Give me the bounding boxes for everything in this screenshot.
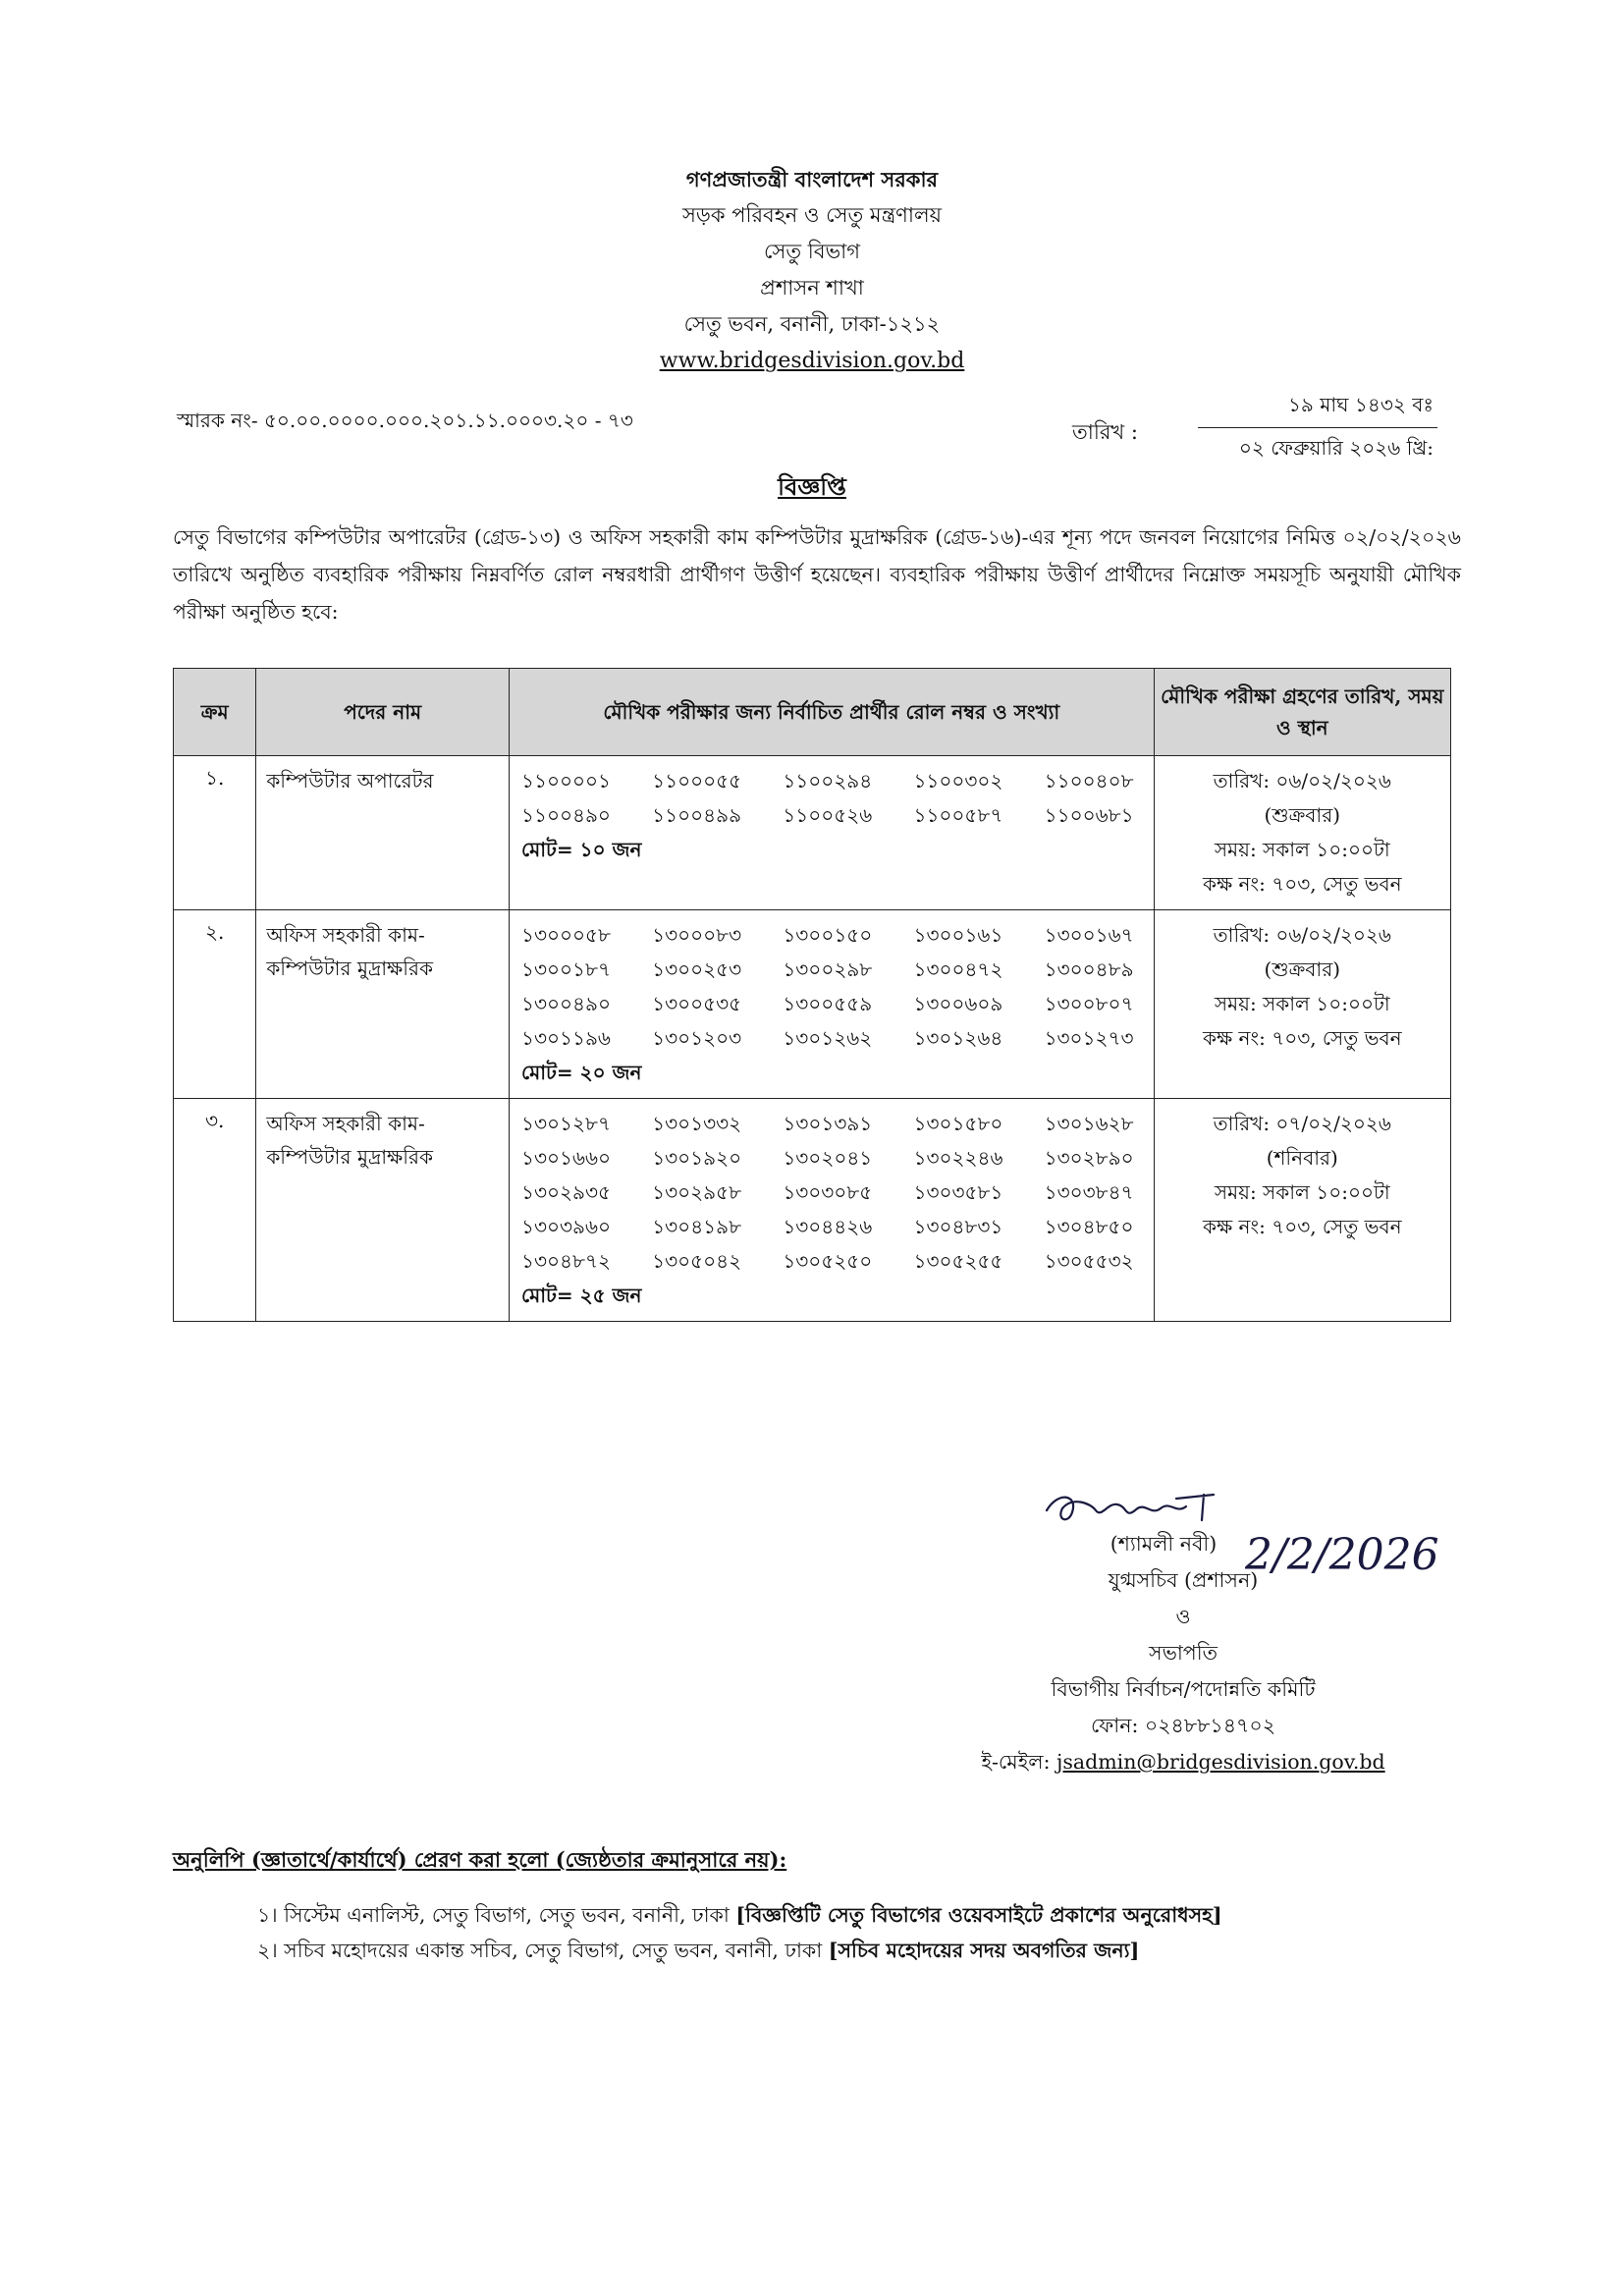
schedule-line: কক্ষ নং: ৭০৩, সেতু ভবন <box>1203 1026 1402 1050</box>
row-schedule <box>1154 1099 1450 1322</box>
row-total: মোট= ১০ জন <box>521 838 642 861</box>
row-roll-numbers <box>510 910 1155 1099</box>
roll-number: ১৩০০২৫৩ <box>652 957 742 981</box>
division-name: সেতু বিভাগ <box>763 240 861 263</box>
row-post-name: অফিস সহকারী কাম-কম্পিউটার মুদ্রাক্ষরিক <box>256 910 510 1099</box>
copy-item <box>257 1933 1222 1968</box>
signatory-name: (শ্যামলী নবী) <box>1110 1532 1218 1556</box>
roll-number-line <box>521 1244 1142 1279</box>
date-bangla: ১৯ মাঘ ১৪৩২ বঃ <box>1198 391 1437 428</box>
roll-number: ১৩০২৮৯০ <box>1044 1146 1134 1170</box>
roll-number-line <box>521 1175 1142 1210</box>
signatory-role: সভাপতি <box>1149 1641 1218 1665</box>
row-post-name: কম্পিউটার অপারেটর <box>256 756 510 910</box>
header-post: পদের নাম <box>256 669 510 756</box>
roll-number: ১৩০০৫৫৯ <box>783 992 873 1015</box>
table-row <box>174 910 1451 1099</box>
roll-number: ১৩০০৮০৭ <box>1044 992 1134 1015</box>
roll-number: ১৩০১৩৩২ <box>652 1112 742 1135</box>
roll-number: ১৩০০১৫০ <box>783 923 873 947</box>
roll-number-line <box>521 1210 1142 1244</box>
header-serial: ক্রম <box>174 669 256 756</box>
schedule-line: তারিখ: ০৬/০২/২০২৬ <box>1213 923 1391 947</box>
roll-number: ১৩০৪৮৭২ <box>521 1249 611 1273</box>
row-serial: ১. <box>174 756 256 910</box>
office-address: সেতু ভবন, বনানী, ঢাকা-১২১২ <box>683 312 941 336</box>
copy-item-text: ১। সিস্টেম এনালিস্ট, সেতু বিভাগ, সেতু ভবন, বনানী, ঢাকা <box>257 1903 730 1927</box>
row-schedule <box>1154 756 1450 910</box>
roll-number: ১৩০৫২৫০ <box>783 1249 873 1273</box>
notice-title <box>0 469 1624 509</box>
date-label: তারিখ : <box>1072 420 1138 444</box>
roll-number: ১৩০৪৪২৬ <box>783 1215 873 1238</box>
schedule-line: তারিখ: ০৭/০২/২০২৬ <box>1213 1112 1391 1135</box>
roll-number-line <box>521 798 1142 833</box>
roll-number: ১১০০৬৮১ <box>1044 803 1134 827</box>
roll-number: ১৩০১৬২৮ <box>1044 1112 1134 1135</box>
roll-number: ১৩০০৫৩৫ <box>652 992 742 1015</box>
copy-item <box>257 1897 1222 1933</box>
copy-list <box>257 1897 1222 1968</box>
roll-number-line <box>521 1021 1142 1056</box>
header-schedule: মৌখিক পরীক্ষা গ্রহণের তারিখ, সময় ও স্থান <box>1154 669 1450 756</box>
roll-number: ১১০০০০১ <box>521 769 611 793</box>
signatory-and: ও <box>1175 1605 1191 1628</box>
roll-number: ১৩০০১৬৭ <box>1044 923 1134 947</box>
roll-number: ১৩০১৫৮০ <box>913 1112 1003 1135</box>
roll-number: ১৩০১২৮৭ <box>521 1112 611 1135</box>
row-roll-numbers <box>510 1099 1155 1322</box>
row-roll-numbers <box>510 756 1155 910</box>
roll-number: ১১০০২৯৪ <box>783 769 873 793</box>
schedule-line: তারিখ: ০৬/০২/২০২৬ <box>1213 769 1391 793</box>
handwritten-date: 2/2/2026 <box>1245 1530 1439 1580</box>
roll-number: ১৩০০৪৯০ <box>521 992 611 1015</box>
schedule-line: (শুক্রবার) <box>1264 957 1341 981</box>
roll-number: ১৩০১৯২০ <box>652 1146 742 1170</box>
roll-number: ১৩০০০৮৩ <box>652 923 742 947</box>
email-label: ই-মেইল: <box>981 1750 1051 1774</box>
roll-number: ১১০০০৫৫ <box>652 769 742 793</box>
roll-number: ১৩০৩৯৬০ <box>521 1215 611 1238</box>
roll-number: ১৩০১৩৯১ <box>783 1112 873 1135</box>
roll-number: ১৩০২০৪১ <box>783 1146 873 1170</box>
candidate-table <box>173 668 1451 1322</box>
branch-name: প্রশাসন শাখা <box>760 276 864 300</box>
roll-number: ১৩০১১৯৬ <box>521 1026 611 1050</box>
schedule-line: সময়: সকাল ১০:০০টা <box>1214 992 1390 1015</box>
date-block <box>1198 391 1437 466</box>
roll-number-line <box>521 918 1142 953</box>
roll-number-line <box>521 1141 1142 1175</box>
table-header-row <box>174 669 1451 756</box>
row-schedule <box>1154 910 1450 1099</box>
row-serial: ৩. <box>174 1099 256 1322</box>
copy-title: অনুলিপি (জ্ঞাতার্থে/কার্যার্থে) প্রেরণ করা হলো (জ্যেষ্ঠতার ক্রমানুসারে নয়): <box>173 1847 787 1872</box>
roll-number: ১৩০৪১৯৮ <box>652 1215 742 1238</box>
table-row <box>174 1099 1451 1322</box>
roll-number: ১৩০১২০৩ <box>652 1026 742 1050</box>
row-post-name: অফিস সহকারী কাম-কম্পিউটার মুদ্রাক্ষরিক <box>256 1099 510 1322</box>
email-link[interactable]: jsadmin@bridgesdivision.gov.bd <box>1056 1750 1385 1774</box>
roll-number: ১৩০১২৭৩ <box>1044 1026 1134 1050</box>
schedule-line: সময়: সকাল ১০:০০টা <box>1214 838 1390 861</box>
header-rolls: মৌখিক পরীক্ষার জন্য নির্বাচিত প্রার্থীর রোল নম্বর ও সংখ্যা <box>510 669 1155 756</box>
row-total: মোট= ২৫ জন <box>521 1284 642 1307</box>
copy-item-note: [বিজ্ঞপ্তিটি সেতু বিভাগের ওয়েবসাইটে প্রকাশের অনুরোধসহ] <box>735 1903 1222 1927</box>
schedule-line: কক্ষ নং: ৭০৩, সেতু ভবন <box>1203 1215 1402 1238</box>
row-total: মোট= ২০ জন <box>521 1061 642 1084</box>
roll-number: ১৩০০০৫৮ <box>521 923 611 947</box>
roll-number: ১৩০১৬৬০ <box>521 1146 611 1170</box>
letterhead <box>0 161 1624 379</box>
ministry-name: সড়ক পরিবহন ও সেতু মন্ত্রণালয় <box>682 203 942 227</box>
roll-number: ১৩০৫৫৩২ <box>1044 1249 1134 1273</box>
roll-number-line <box>521 764 1142 798</box>
roll-number: ১৩০০১৬১ <box>913 923 1003 947</box>
signatory-block <box>923 1526 1443 1780</box>
roll-number-line <box>521 1107 1142 1141</box>
roll-number: ১৩০০১৮৭ <box>521 957 611 981</box>
roll-number: ১৩০০৪৭২ <box>913 957 1003 981</box>
signatory-phone: ফোন: ০২৪৮৮১৪৭০২ <box>1090 1714 1276 1737</box>
roll-number: ১১০০৫৮৭ <box>913 803 1003 827</box>
roll-number: ১৩০১২৬৪ <box>913 1026 1003 1050</box>
schedule-line: কক্ষ নং: ৭০৩, সেতু ভবন <box>1203 872 1402 896</box>
roll-number: ১৩০০২৯৮ <box>783 957 873 981</box>
schedule-line: (শনিবার) <box>1266 1146 1338 1170</box>
roll-number: ১৩০১২৬২ <box>783 1026 873 1050</box>
roll-number: ১১০০৪৯০ <box>521 803 611 827</box>
roll-number: ১৩০৩০৮৫ <box>783 1180 873 1204</box>
roll-number: ১৩০২৯৫৮ <box>652 1180 742 1204</box>
copy-item-text: ২। সচিব মহোদয়ের একান্ত সচিব, সেতু বিভাগ, সেতু ভবন, বনানী, ঢাকা <box>257 1939 823 1962</box>
memo-number: স্মারক নং- ৫০.০০.০০০০.০০০.২০১.১১.০০০৩.২০ - ৭৩ <box>177 409 633 432</box>
website-link[interactable]: www.bridgesdivision.gov.bd <box>659 349 965 373</box>
government-name: গণপ্রজাতন্ত্রী বাংলাদেশ সরকার <box>685 167 939 191</box>
roll-number: ১৩০৫০৪২ <box>652 1249 742 1273</box>
notice-title-text: বিজ্ঞপ্তি <box>778 472 846 501</box>
roll-number-line <box>521 953 1142 987</box>
signatory-designation: যুগ্মসচিব (প্রশাসন) <box>1108 1568 1259 1592</box>
roll-number: ১১০০৩০২ <box>913 769 1003 793</box>
schedule-line: সময়: সকাল ১০:০০টা <box>1214 1180 1390 1204</box>
roll-number: ১১০০৫২৬ <box>783 803 873 827</box>
copy-item-note: [সচিব মহোদয়ের সদয় অবগতির জন্য] <box>828 1939 1140 1962</box>
row-serial: ২. <box>174 910 256 1099</box>
date-english: ০২ ফেব্রুয়ারি ২০২৬ খ্রি: <box>1238 436 1434 460</box>
table-row <box>174 756 1451 910</box>
signatory-email-line <box>923 1744 1443 1780</box>
intro-paragraph: সেতু বিভাগের কম্পিউটার অপারেটর (গ্রেড-১৩) ও অফিস সহকারী কাম কম্পিউটার মুদ্রাক্ষরিক (গ্রেড-১৬)-এর শূন্য পদে জনবল নিয়োগের নিমিত্ত ০২/০২/২০২৬ তারিখে অনুষ্ঠিত ব্যবহারিক পরীক্ষায় নিম্নবর্ণিত রোল নম্বরধারী প্রার্থীগণ উত্তীর্ণ হয়েছেন। ব্যবহারিক পরীক্ষায় উত্তীর্ণ প্রার্থীদের নিম্নোক্ত সময়সূচি অনুযায়ী মৌখিক পরীক্ষা অনুষ্ঠিত হবে: <box>173 525 1461 624</box>
signatory-committee: বিভাগীয় নির্বাচন/পদোন্নতি কমিটি <box>1051 1677 1316 1701</box>
roll-number: ১৩০২২৪৬ <box>913 1146 1003 1170</box>
roll-number: ১১০০৪০৮ <box>1044 769 1134 793</box>
roll-number: ১৩০০৬০৯ <box>913 992 1003 1015</box>
roll-number: ১৩০৪৮৩১ <box>913 1215 1003 1238</box>
roll-number-line <box>521 987 1142 1021</box>
roll-number: ১৩০২৯৩৫ <box>521 1180 611 1204</box>
roll-number: ১৩০৩৮৪৭ <box>1044 1180 1134 1204</box>
roll-number: ১৩০৩৫৮১ <box>913 1180 1003 1204</box>
roll-number: ১৩০৪৮৫০ <box>1044 1215 1134 1238</box>
table-body <box>174 756 1451 1322</box>
roll-number: ১৩০০৪৮৯ <box>1044 957 1134 981</box>
roll-number: ১৩০৫২৫৫ <box>913 1249 1003 1273</box>
schedule-line: (শুক্রবার) <box>1264 803 1341 827</box>
roll-number: ১১০০৪৯৯ <box>652 803 742 827</box>
